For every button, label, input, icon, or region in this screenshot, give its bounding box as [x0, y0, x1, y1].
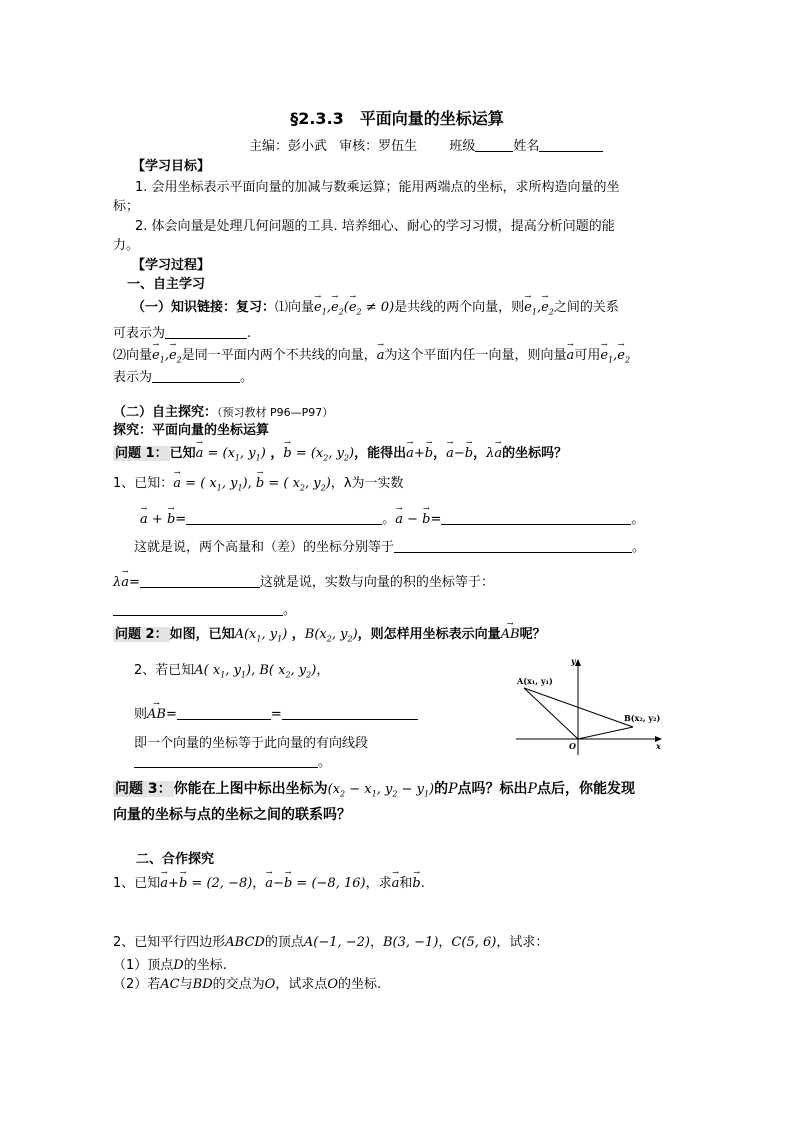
question-2: 问题 2： 如图，已知$A(x_1$, $y_1$) ，$B(x_2$, $y_2$)，则怎样用坐标表示向量→ AB呢？: [113, 626, 546, 649]
coordinate-figure: [516, 655, 668, 755]
lambda-line: λ→ a= 这就是说，实数与向量的积的坐标等于：: [113, 574, 494, 592]
review-2: ⑵向量→ $e_1,\to e_2$是同一平面内两个不共线的向量，→ a为这个平面内任一向量，则向量→ a可用→ $e_1,\to e_2$: [113, 347, 630, 370]
reviewer: 审核：罗伍生: [339, 139, 418, 154]
point-b-label: B(x₂, y₂): [624, 713, 661, 723]
item-1: 1、已知：→ a = ( $x_1$, $y_1$), → b = ( $x_2$, $y_2$)，λ为一实数: [113, 475, 404, 498]
name-blank[interactable]: [539, 138, 603, 152]
class-blank[interactable]: [475, 138, 513, 152]
self-study-heading: 一、自主学习: [127, 277, 206, 292]
cooperation-heading: 二、合作探究: [136, 852, 215, 867]
objective-2: 2. 体会向量是处理几何问题的工具. 培养细心、耐心的学习习惯，提高分析问题的能: [135, 219, 615, 234]
page-title: §2.3.3 平面向量的坐标运算: [290, 109, 504, 128]
origin-label: O: [569, 741, 576, 751]
diff-blank[interactable]: [441, 511, 631, 525]
segment-ob: [578, 727, 633, 739]
lambda-blank[interactable]: [140, 574, 260, 588]
ab-blank-2[interactable]: [282, 706, 418, 720]
problem-2: 2、已知平行四边形ABCD的顶点A(−1, −2)，B(3, −1)，C(5, 6)，试求：: [113, 935, 549, 950]
explore-heading-line: （二）自主探究：（预习教材 P96—P97）: [113, 405, 334, 420]
objective-1: 1. 会用坐标表示平面向量的加减与数乘运算；能用两端点的坐标，求所构造向量的坐: [135, 180, 620, 195]
header-line: [249, 138, 603, 156]
sum-explain: 这就是说，两个高量和（差）的坐标分别等于 。: [134, 540, 646, 555]
sum-explain-blank[interactable]: [394, 539, 632, 553]
question-3: 问题 3： 你能在上图中标出坐标为($x_2 - x_1$, $y_2 - y_1$)的P点吗？标出P点后，你能发现: [115, 781, 635, 799]
ab-line: 则→ AB= =: [134, 706, 418, 724]
review-1-cont: 可表示为 .: [113, 326, 252, 341]
point-a-label: A(x₁, y₁): [517, 676, 553, 686]
y-axis-label: y: [571, 656, 576, 666]
review-2-blank[interactable]: [152, 369, 240, 383]
lambda-answer-blank[interactable]: [113, 602, 283, 616]
editor: 主编：彭小武: [249, 139, 328, 154]
explore-title: 探究：平面向量的坐标运算: [113, 423, 270, 438]
problem-1: 1、已知→ a+→ b = (2, −8)，→ a−→ b = (−8, 16)，求→ a和→ b.: [113, 875, 425, 893]
objectives-heading: 【学习目标】: [132, 159, 211, 174]
directed-segment-answer: 。: [134, 754, 331, 772]
sum-diff-line: → a + → b= 。→ a − → b= 。: [140, 511, 644, 529]
process-heading: 【学习过程】: [132, 258, 211, 273]
review-1: （一）知识链接：复习：⑴向量→ $e_1,\to e_2(\to e_2 \ne 0)$是共线的两个向量，则→ $e_1,\to e_2$之间的关系: [132, 299, 619, 322]
objective-1-cont: 标；: [113, 199, 140, 214]
review-2-cont: 表示为 。: [113, 370, 254, 385]
directed-segment-text: 即一个向量的坐标等于此向量的有向线段: [134, 736, 369, 751]
item-2: 2、若已知A( $x_1$, $y_1$), B( $x_2$, $y_2$)，: [134, 663, 330, 680]
review-1-blank[interactable]: [165, 325, 247, 339]
problem-2-part-2: （2）若AC与BD的交点为O，试求点O的坐标.: [113, 977, 382, 992]
question-1: 问题 1： 已知→ $a = (x_1$, $y_1$) ，→ $b = (x_2$, $y_2$)，能得出→ a+→ b，→ a−→ b，λ→ a的坐标吗？: [113, 445, 567, 468]
segment-oa: [524, 688, 578, 739]
name-label: 姓名: [513, 139, 540, 154]
objective-2-cont: 力。: [113, 238, 140, 253]
problem-2-part-1: （1）顶点D的坐标.: [113, 958, 227, 973]
directed-segment-blank[interactable]: [134, 754, 318, 768]
ab-blank-1[interactable]: [177, 706, 271, 720]
x-axis-label: x: [656, 741, 661, 751]
class-label: 班级: [449, 139, 476, 154]
y-axis-arrow: [575, 659, 581, 666]
question-3-cont: 向量的坐标与点的坐标之间的联系吗？: [113, 807, 351, 823]
sum-blank[interactable]: [186, 511, 382, 525]
lambda-answer: 。: [113, 602, 296, 620]
